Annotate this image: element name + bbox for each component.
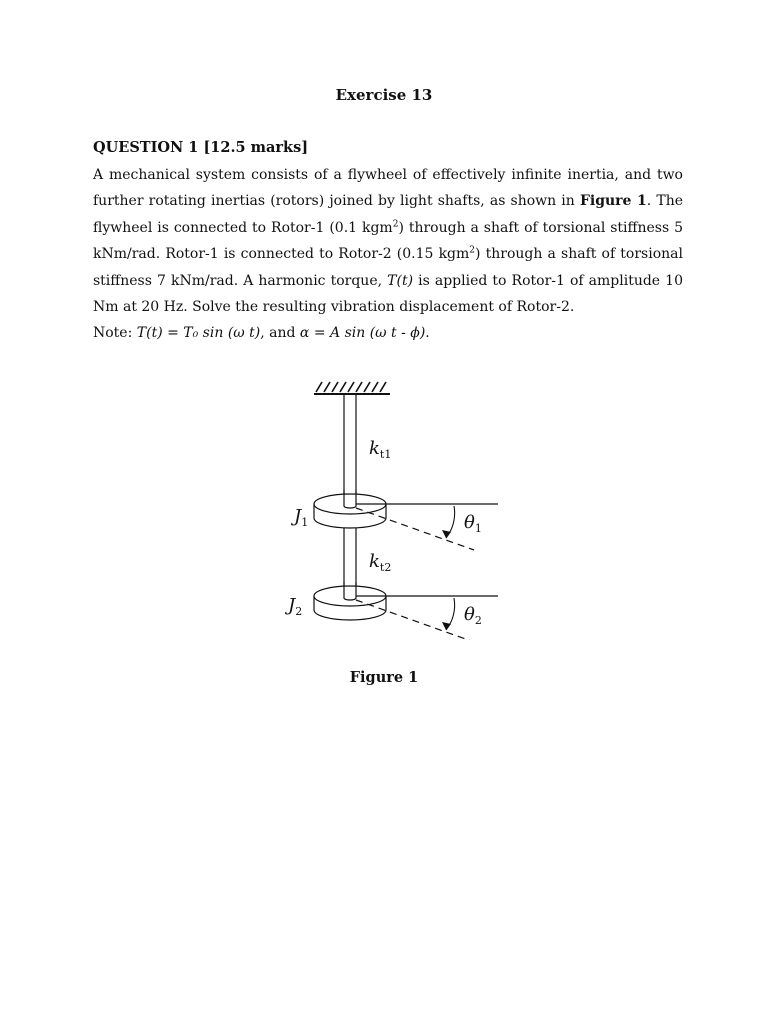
diagram-svg	[270, 370, 520, 640]
question-line-4: kNm/rad. Rotor-1 is connected to Rotor-2 (0.15 kgm$^2$) through a shaft of torsional	[93, 245, 683, 263]
displacement-equation: α = A sin (ω t - ϕ)	[299, 325, 426, 342]
label-kt1: $k_{t1}$	[369, 438, 392, 461]
question-body	[93, 162, 683, 347]
question-line-5: stiffness 7 kNm/rad. A harmonic torque, T(t) is applied to Rotor-1 of amplitude 10	[93, 272, 683, 289]
figure-caption: Figure 1	[349, 669, 419, 686]
torque-equation: T(t) = T₀ sin (ω t)	[136, 325, 261, 342]
exercise-title: Exercise 13	[335, 86, 433, 104]
question-line-6: Nm at 20 Hz. Solve the resulting vibration displacement of Rotor-2.	[93, 299, 575, 316]
upper-shaft	[344, 395, 356, 496]
torsional-system-diagram	[270, 370, 520, 640]
label-j1: $J_1$	[294, 506, 309, 529]
question-line-3: flywheel is connected to Rotor-1 (0.1 kgm$^2$) through a shaft of torsional stiffness 5	[93, 219, 683, 236]
question-heading: QUESTION 1 [12.5 marks]	[93, 139, 309, 156]
question-line-2: further rotating inertias (rotors) joined by light shafts, as shown in Figure 1. The	[93, 193, 683, 210]
label-j2: $J_2$	[288, 595, 303, 618]
rotor-2-disk	[314, 582, 386, 620]
question-line-1: A mechanical system consists of a flywheel of effectively infinite inertia, and two	[93, 167, 683, 183]
label-theta2: $\theta_2$	[464, 604, 482, 627]
rotor-1-disk	[314, 490, 386, 528]
figure-reference: Figure 1	[579, 193, 647, 210]
label-kt2: $k_{t2}$	[369, 551, 392, 574]
label-theta1: $\theta_1$	[464, 512, 482, 535]
lower-shaft	[344, 528, 356, 588]
fixed-support	[314, 382, 390, 394]
torque-symbol: T(t)	[387, 272, 414, 289]
note-line: Note: T(t) = T₀ sin (ω t), and α = A sin (ω t - ϕ).	[93, 325, 430, 342]
